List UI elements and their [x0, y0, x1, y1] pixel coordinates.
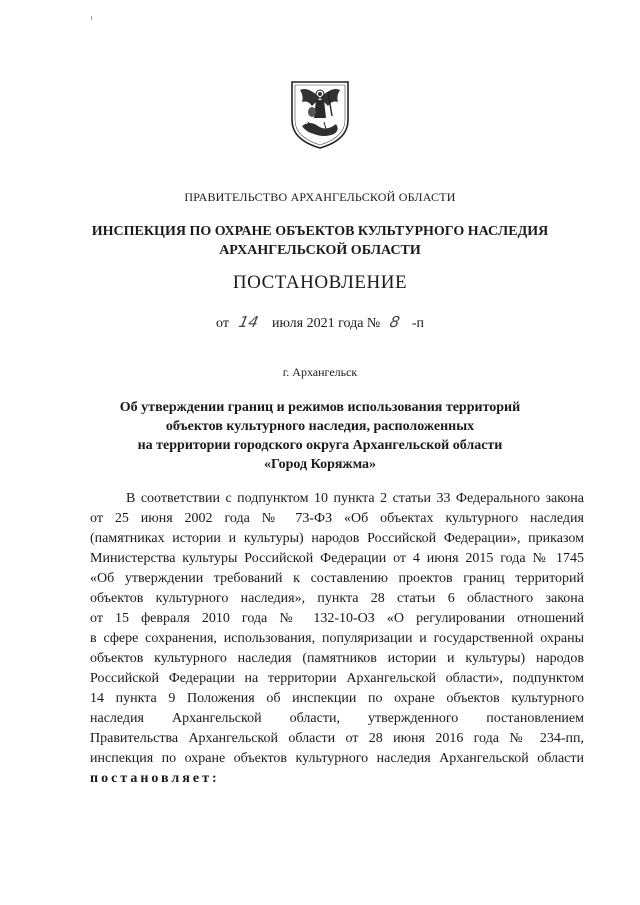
title-line: на территории городского округа Архангельской области — [137, 438, 503, 453]
inspection-name-line-2: АРХАНГЕЛЬСКОЙ ОБЛАСТИ — [219, 243, 421, 258]
body-line: Правительства Архангельской области от 28 июня 2016 года № 234-пп, — [90, 731, 584, 746]
date-prefix: от — [216, 316, 229, 331]
handwritten-number: 8 — [388, 313, 402, 331]
body-line: от 15 февраля 2010 года № 132-10-ОЗ «О регулировании отношений — [90, 611, 584, 626]
body-line: в сфере сохранения, использования, популяризации и государственной охраны — [90, 631, 584, 646]
city-name: г. Архангельск — [282, 365, 358, 379]
body-line: (памятниках истории и культуры) народов Российской Федерации», приказом — [90, 531, 584, 546]
body-line: В соответствии с подпунктом 10 пункта 2 статьи 33 Федерального закона — [126, 491, 584, 506]
handwritten-day: 14 — [237, 313, 260, 331]
archangel-coat-of-arms-icon — [288, 76, 352, 152]
body-line: «Об утверждении требований к составлению проектов границ территорий — [90, 571, 584, 586]
body-line: объектов культурного наследия», пункта 28 статьи 6 областного закона — [90, 591, 584, 606]
document-body — [90, 489, 584, 789]
title-line: Об утверждении границ и режимов использования территорий — [119, 400, 521, 415]
resolution-word: постановляет: — [90, 771, 220, 786]
title-line: «Город Коряжма» — [263, 457, 377, 472]
document-title — [0, 398, 640, 474]
date-middle: июля 2021 года № — [272, 316, 381, 331]
government-name: ПРАВИТЕЛЬСТВО АРХАНГЕЛЬСКОЙ ОБЛАСТИ — [184, 190, 456, 204]
date-line — [0, 313, 640, 332]
document-type-heading: ПОСТАНОВЛЕНИЕ — [232, 272, 408, 293]
date-suffix: -п — [411, 316, 424, 331]
body-line: 14 пункта 9 Положения об инспекции по охране объектов культурного — [90, 691, 584, 706]
body-line: наследия Архангельской области, утвержденного постановлением — [90, 711, 584, 726]
body-line: Министерства культуры Российской Федерации от 4 июня 2015 года № 1745 — [90, 551, 584, 566]
inspection-name-line-1: ИНСПЕКЦИЯ ПО ОХРАНЕ ОБЪЕКТОВ КУЛЬТУРНОГО НАСЛЕДИЯ — [91, 224, 549, 239]
body-line: инспекция по охране объектов культурного наследия Архангельской области — [90, 751, 584, 766]
body-line: от 25 июня 2002 года № 73-ФЗ «Об объектах культурного наследия — [90, 511, 584, 526]
body-line: Российской Федерации на территории Архангельской области», подпунктом — [90, 671, 584, 686]
title-line: объектов культурного наследия, расположенных — [165, 419, 475, 434]
body-line: объектов культурного наследия (памятников истории и культуры) народов — [90, 651, 584, 666]
scan-mark — [91, 16, 92, 20]
